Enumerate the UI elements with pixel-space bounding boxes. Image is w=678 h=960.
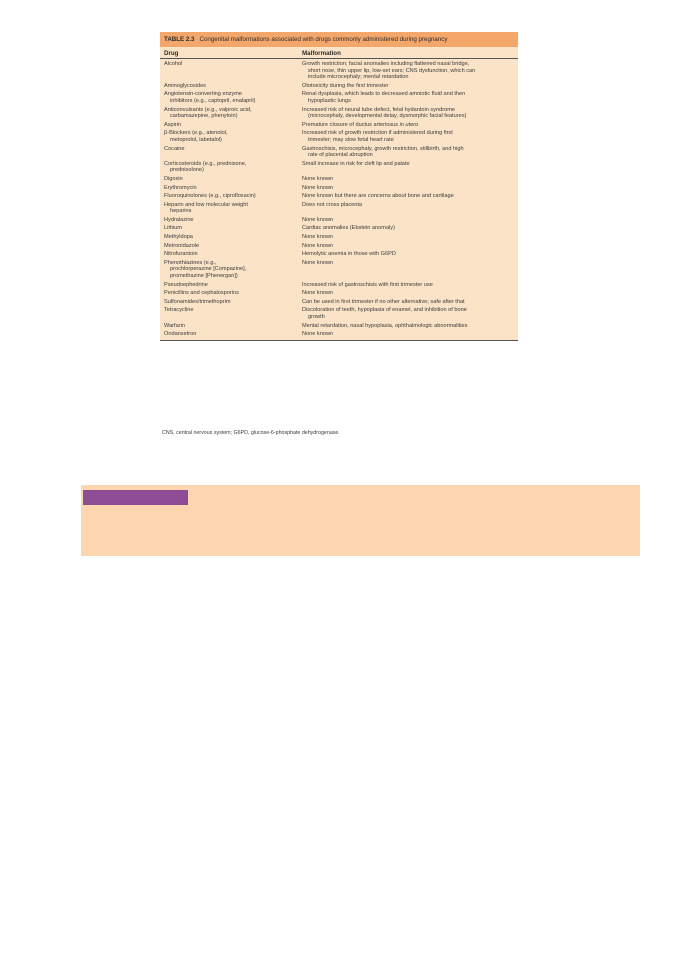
drug-cell: Heparin and low molecular weight heparins [164,201,248,215]
table-label: TABLE 2.3 [164,36,195,43]
table-row [160,224,518,233]
malformation-cell: Gastroschisis, microcephaly, growth restriction, stillbirth, and high rate of placental abruption [302,145,464,159]
malformation-cell: None known [302,184,334,191]
column-header-drug: Drug [164,50,179,57]
table-row [160,259,518,281]
malformation-cell: Increased risk of gastroschisis with first trimester use [302,281,433,288]
malformation-cell: Growth restriction; facial anomalies including flattened nasal bridge, short nose, thin upper lip, low-set ears; CNS dysfunction, which can include microcephaly; mental retardation [302,61,476,81]
drug-cell: Pseudoephedrine [164,281,208,288]
drug-cell: Warfarin [164,322,185,329]
drug-cell: Anticonvulsants (e.g., valproic acid, carbamazepine, phenytoin) [164,106,252,120]
malformation-cell: None known [302,216,334,223]
drug-cell: Sulfonamides/trimethoprim [164,298,231,305]
table-row [160,175,518,184]
drug-cell: Metronidazole [164,242,200,249]
drug-cell: Methyldopa [164,234,193,241]
table-row [160,289,518,298]
drug-cell: Fluoroquinolones (e.g., ciprofloxacin) [164,193,256,200]
malformation-cell: None known but there are concerns about bone and cartilage [302,193,454,200]
table-title-bar [160,32,518,47]
drug-cell: Digoxin [164,175,183,182]
column-header-malformation: Malformation [302,50,341,57]
table-header-row [160,47,518,59]
malformation-cell: Mental retardation, nasal hypoplasia, ophthalmologic abnormalities [302,322,468,329]
drug-cell: Penicillins and cephalosporins [164,290,239,297]
malformation-cell: None known [302,234,334,241]
drug-cell: Erythromycin [164,184,197,191]
malformation-cell: None known [302,259,334,266]
table-row [160,201,518,216]
malformation-cell: Increased risk of neural tube defect, fetal hydantoin syndrome (microcephaly, developmental delay, dysmorphic facial features) [302,106,467,120]
table-row [160,121,518,130]
table-row [160,90,518,105]
drug-cell: Hydralazine [164,216,194,223]
table-row [160,160,518,175]
malformation-cell: None known [302,175,334,182]
table-row [160,250,518,259]
table-row [160,184,518,193]
drug-cell: Alcohol [164,61,183,67]
table-row [160,330,518,339]
malformation-cell: Increased risk of growth restriction if administered during first trimester; may slow fetal heart rate [302,130,453,143]
malformation-cell: Premature closure of ductus arteriosus in utero [302,121,419,128]
drug-cell: Phenothiazines (e.g., prochlorperazine [Compazine], promethazine [Phenergan]) [164,259,247,280]
table-row [160,145,518,160]
drug-cell: Lithium [164,225,183,232]
malformation-cell: Small increase in risk for cleft lip and palate [302,160,410,167]
malformation-cell: Discoloration of teeth, hypoplasia of enamel, and inhibition of bone growth [302,307,467,320]
malformation-cell: Can be used in first trimester if no other alternative; safe after that [302,298,465,305]
table-row [160,82,518,91]
drug-cell: Tetracycline [164,307,194,314]
drug-cell: Corticosteroids (e.g., prednisone, prednisolone) [164,160,247,174]
drug-cell: Nitrofurantoin [164,251,198,258]
malformation-cell: None known [302,331,334,338]
table-title: Congenital malformations associated with drugs commonly administered during pregnancy [199,36,448,43]
malformation-cell: Renal dysplasia, which leads to decreased amniotic fluid and then hypoplastic lungs [302,91,466,104]
table-row [160,60,518,82]
table-row [160,233,518,242]
table-footnote: CNS, central nervous system; G6PD, glucose-6-phosphate dehydrogenase. [162,430,340,436]
malformation-cell: Cardiac anomalies (Ebstein anomaly) [302,225,395,232]
drug-cell: Ondansetron [164,331,197,338]
table-row [160,242,518,251]
table-row [160,216,518,225]
table-row [160,281,518,290]
table-row [160,306,518,321]
drug-malformation-table [160,32,518,341]
malformation-cell: Hemolytic anemia in those with G6PD [302,251,396,258]
info-box [81,485,640,556]
malformation-cell: Ototoxicity during the first trimester [302,82,389,89]
malformation-cell: None known [302,242,334,249]
drug-cell: β-Blockers (e.g., atenolol, metoprolol, labetalol) [164,130,228,143]
drug-cell: Aspirin [164,121,182,128]
malformation-cell: None known [302,290,334,297]
drug-cell: Angiotensin-converting enzyme inhibitors (e.g., captopril, enalapril) [164,91,256,104]
drug-cell: Cocaine [164,145,185,152]
table-row [160,298,518,307]
table-body [160,60,518,341]
info-box-tab [83,490,188,505]
table-row [160,129,518,144]
drug-cell: Aminoglycosides [164,82,206,89]
table-row [160,106,518,121]
malformation-cell: Does not cross placenta [302,201,363,208]
table-row [160,192,518,201]
table-row [160,322,518,331]
